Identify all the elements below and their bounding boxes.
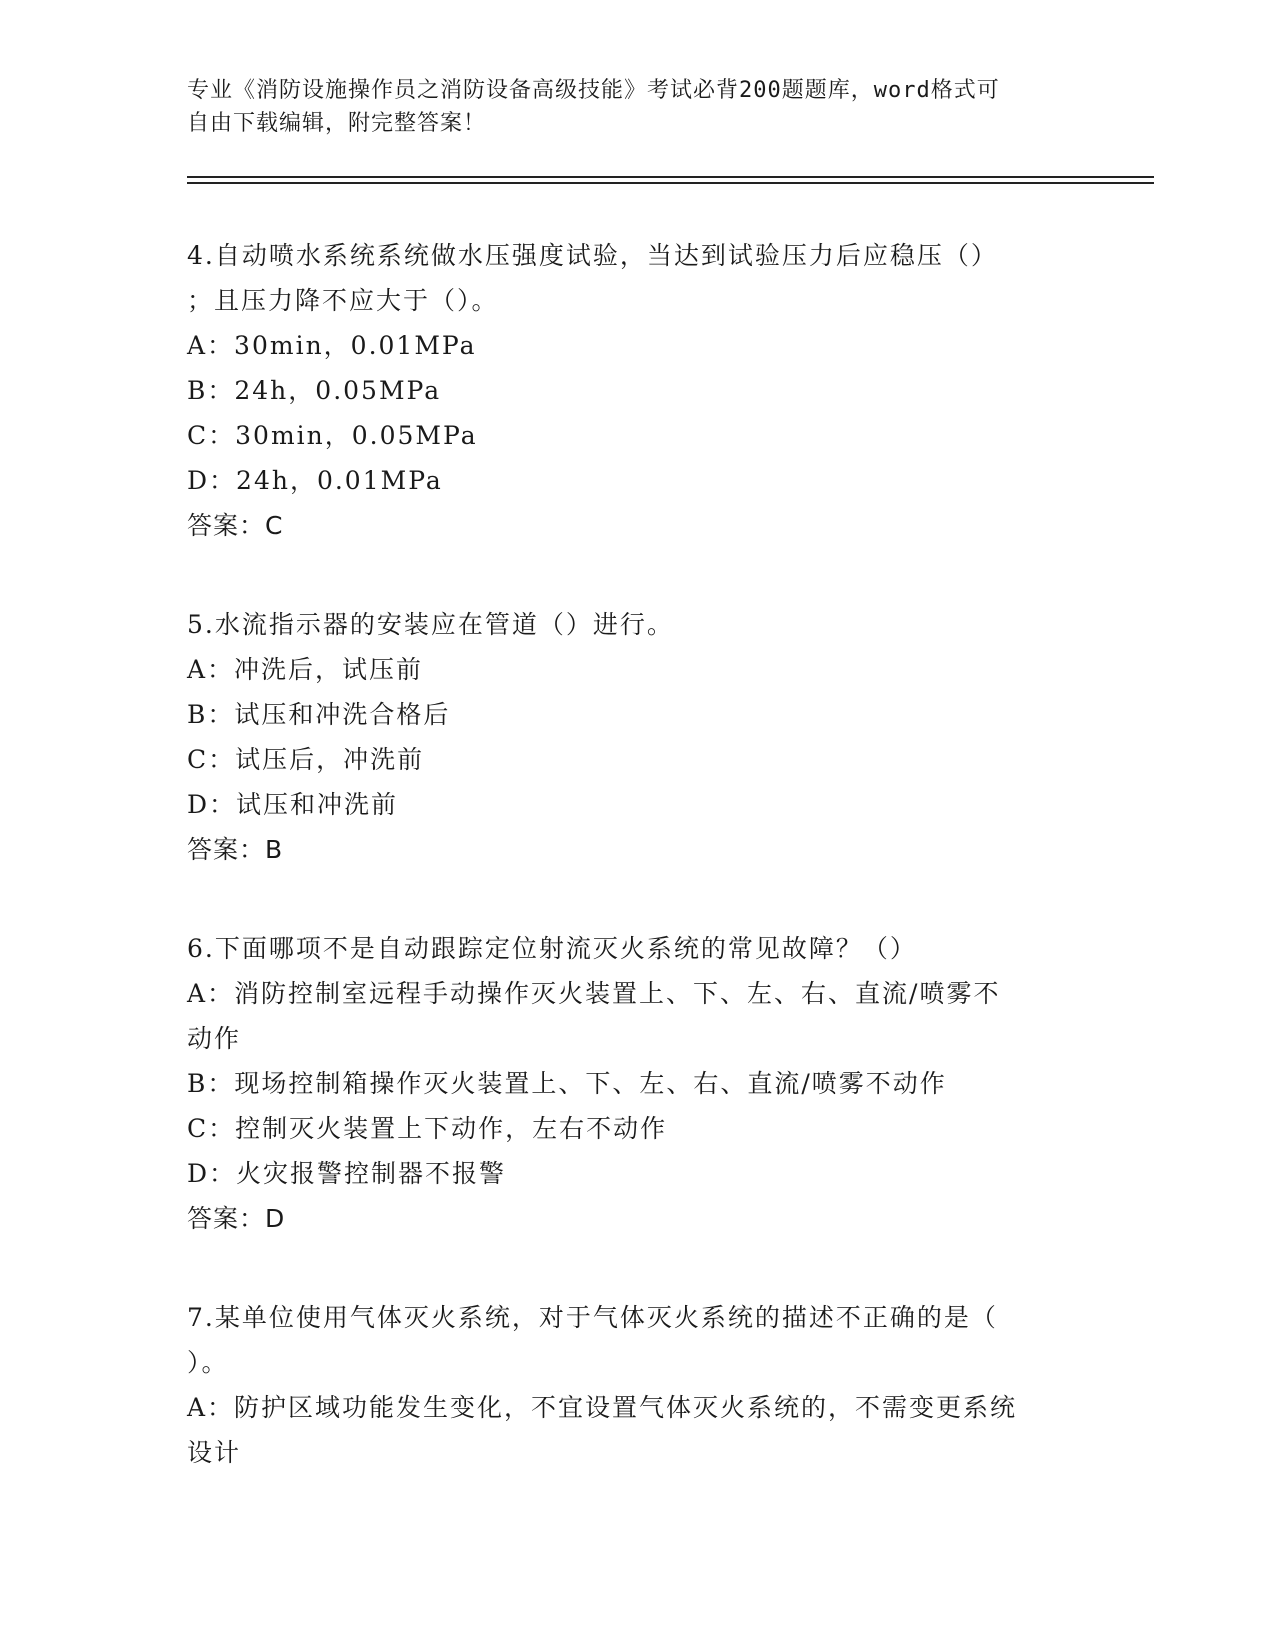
question-stem-line: 6.下面哪项不是自动跟踪定位射流灭火系统的常见故障？（） [187,934,917,963]
question-answer: 答案：C [187,511,284,540]
question-stem-line: ）。 [187,1348,229,1377]
question-option-line: C：控制灭火装置上下动作，左右不动作 [187,1114,668,1143]
question-option-line: C：试压后，冲洗前 [187,745,425,774]
header-divider-top [187,176,1154,178]
question-stem-line: 5.水流指示器的安装应在管道（）进行。 [187,610,674,639]
question-option-line: C：30min，0.05MPa [187,421,478,450]
header-line-1: 专业《消防设施操作员之消防设备高级技能》考试必背200题题库，word格式可 [187,78,1000,103]
question-block [187,926,1087,1241]
question-option-line: B：试压和冲洗合格后 [187,700,451,729]
header-line-2: 自由下载编辑，附完整答案！ [187,111,487,136]
question-option-line: A：防护区域功能发生变化，不宜设置气体灭火系统的，不需变更系统 [187,1393,1018,1422]
question-option-line: A：30min，0.01MPa [187,331,477,360]
question-option-line: 设计 [187,1438,242,1467]
question-block [187,1295,1087,1475]
question-stem-line: 7.某单位使用气体灭火系统，对于气体灭火系统的描述不正确的是（ [187,1303,998,1332]
question-option-line: B：现场控制箱操作灭火装置上、下、左、右、直流/喷雾不动作 [187,1069,947,1098]
question-block [187,602,1087,872]
header-divider-bottom [187,182,1154,184]
question-option-line: A：冲洗后，试压前 [187,655,424,684]
question-option-line: D：试压和冲洗前 [187,790,399,819]
document-header [187,74,1087,140]
question-option-line: 动作 [187,1024,242,1053]
question-option-line: D：火灾报警控制器不报警 [187,1159,507,1188]
question-block [187,233,1087,548]
question-answer: 答案：B [187,835,284,864]
question-stem-line: ；且压力降不应大于（）。 [187,286,499,315]
question-stem-line: 4.自动喷水系统系统做水压强度试验，当达到试验压力后应稳压（） [187,241,998,270]
question-list [187,233,1087,1529]
question-option-line: B：24h，0.05MPa [187,376,442,405]
question-answer: 答案：D [187,1204,286,1233]
question-option-line: A：消防控制室远程手动操作灭火装置上、下、左、右、直流/喷雾不 [187,979,1001,1008]
question-option-line: D：24h，0.01MPa [187,466,443,495]
